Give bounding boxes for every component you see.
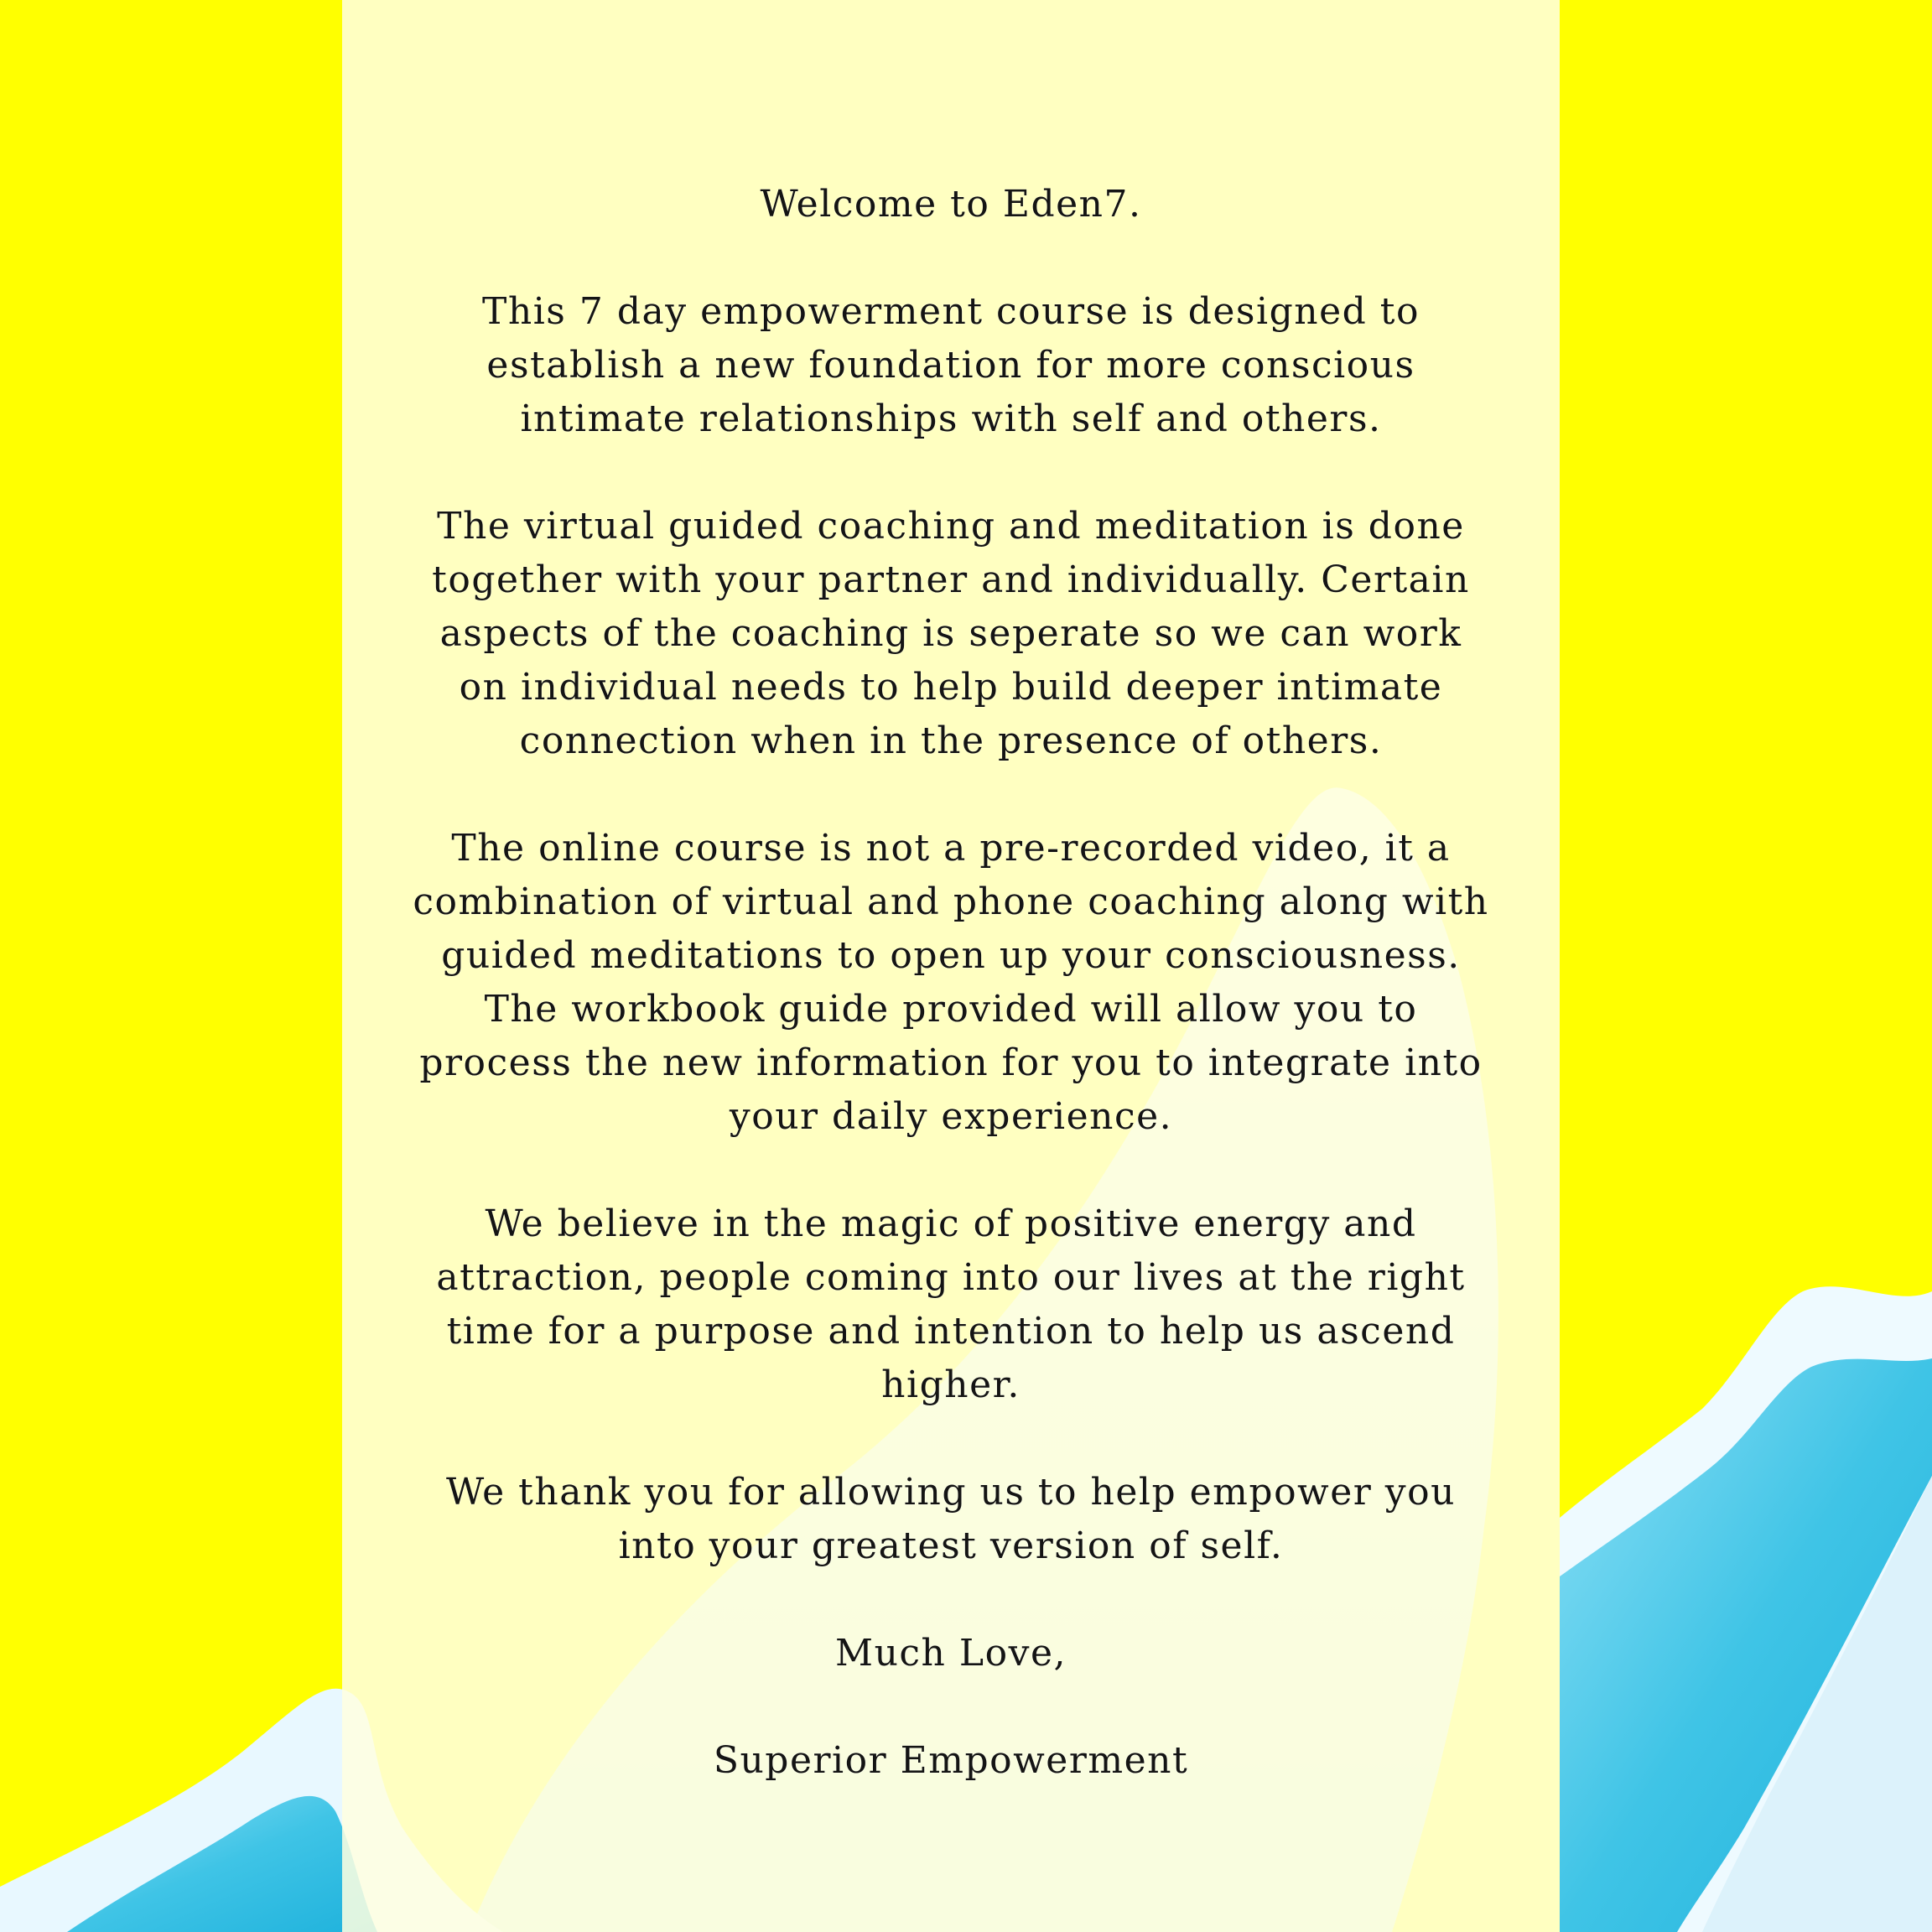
letter-greeting: Welcome to Eden7. [760,183,1142,226]
letter-signature: Superior Empowerment [713,1739,1189,1782]
welcome-letter [342,178,1560,1788]
letter-paragraph-online-course: The online course is not a pre-recorded video, it a combination of virtual and phone coaching along with guided meditations to open up your consciousness. The workbook guide provided will allow you to process the new information for you to integrate into your daily experience. [413,827,1489,1138]
letter-paragraph-thanks: We thank you for allowing us to help empower you into your greatest version of self. [446,1471,1456,1567]
letter-panel [342,0,1560,1932]
letter-paragraph-positive-energy: We believe in the magic of positive energy and attraction, people coming into our lives at the right time for a purpose and intention to help us ascend higher. [436,1202,1466,1406]
letter-paragraph-coaching: The virtual guided coaching and meditation is done together with your partner and individually. Certain aspects of the coaching is seperate so we can work on individual needs to help build deeper intimate connection when in the presence of others. [432,505,1470,762]
letter-closing: Much Love, [835,1632,1067,1675]
letter-paragraph-intro: This 7 day empowerment course is designed to establish a new foundation for more conscious intimate relationships with self and others. [482,290,1420,440]
